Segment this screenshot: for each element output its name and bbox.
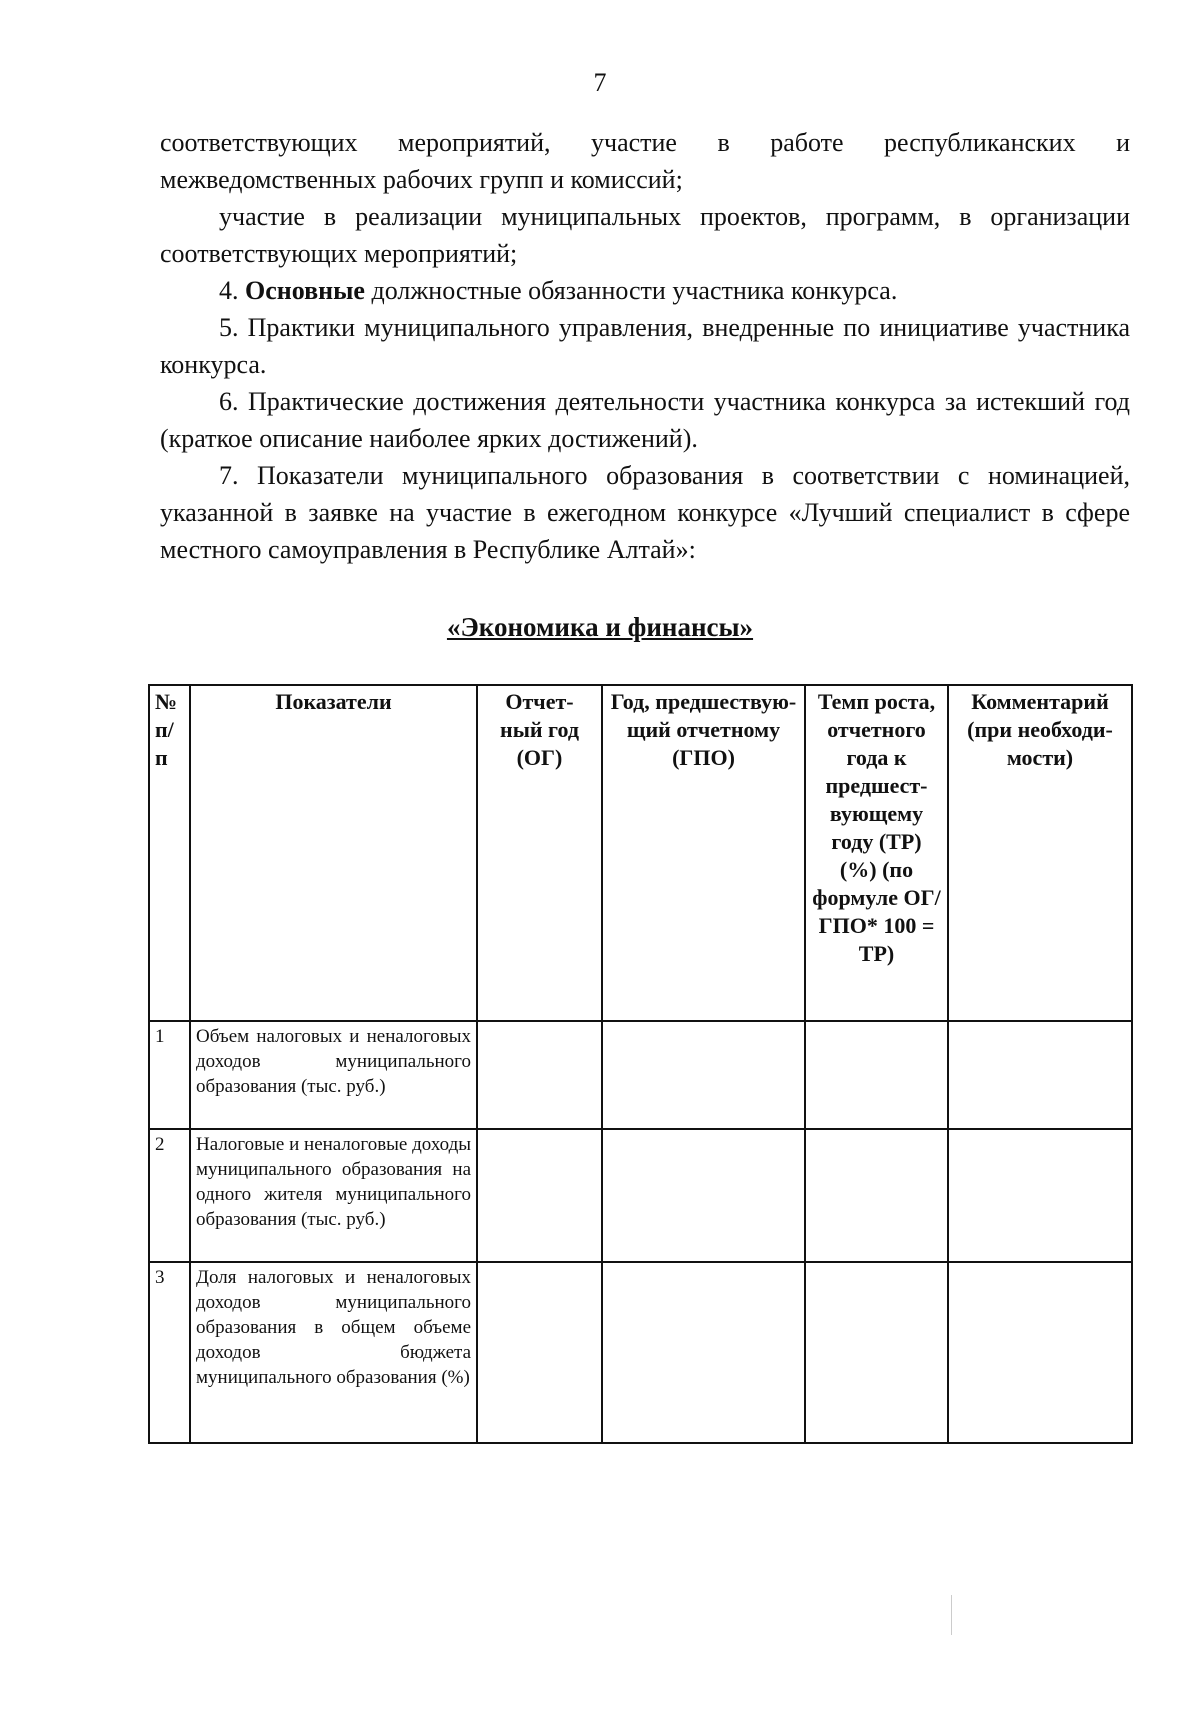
cell-growth-rate [805,1129,948,1262]
row-number: 1 [149,1021,190,1129]
paragraph-participation: участие в реализации муниципальных проектов, программ, в организации соответствующих мероприятий; [160,202,1130,268]
paragraph-4-number: 4. [219,276,239,305]
header-reporting-year: Отчет- ный год (ОГ) [477,685,602,1021]
paragraph-6: 6. Практические достижения деятельности участника конкурса за истекший год (краткое описание наиболее ярких достижений). [160,387,1130,453]
header-previous-year: Год, предшествую- щий отчетному (ГПО) [602,685,805,1021]
header-comment: Комментарий (при необходи- мости) [948,685,1132,1021]
indicator-name: Налоговые и неналоговые доходы муниципального образования на одного жителя муниципального образования (тыс. руб.) [190,1129,477,1262]
table-header-row [149,685,1132,1021]
row-number: 2 [149,1129,190,1262]
cell-reporting-year [477,1262,602,1443]
table-row [149,1129,1132,1262]
paragraph-4-text: должностные обязанности участника конкурса. [371,276,898,305]
cell-growth-rate [805,1021,948,1129]
indicator-name: Объем налоговых и неналоговых доходов муниципального образования (тыс. руб.) [190,1021,477,1129]
cell-reporting-year [477,1129,602,1262]
paragraph-7: 7. Показатели муниципального образования в соответствии с номинацией, указанной в заявке на участие в ежегодном конкурсе «Лучший специалист в сфере местного самоуправления в Республике Алтай»: [160,461,1130,564]
paragraph-continuation: соответствующих мероприятий, участие в работе республиканских и межведомственных рабочих групп и комиссий; [160,128,1130,194]
header-number: № п/ п [149,685,190,1021]
scan-artifact [951,1595,952,1635]
cell-comment [948,1021,1132,1129]
row-number: 3 [149,1262,190,1443]
paragraph-4-bold: Основные [245,276,365,305]
section-title: «Экономика и финансы» [446,612,754,642]
header-indicators: Показатели [190,685,477,1021]
cell-comment [948,1129,1132,1262]
cell-growth-rate [805,1262,948,1443]
cell-previous-year [602,1021,805,1129]
paragraph-4 [160,272,1130,309]
document-body [160,124,1130,568]
table-row [149,1262,1132,1443]
cell-previous-year [602,1129,805,1262]
indicator-name: Доля налоговых и неналоговых доходов муниципального образования в общем объеме доходов бюджета муниципального образования (%) [190,1262,477,1443]
paragraph-5: 5. Практики муниципального управления, внедренные по инициативе участника конкурса. [160,313,1130,379]
table-row [149,1021,1132,1129]
cell-reporting-year [477,1021,602,1129]
cell-comment [948,1262,1132,1443]
header-growth-rate: Темп роста, отчетного года к предшест- вующему году (ТР) (%) (по формуле ОГ/ГПО* 100 = ТР) [805,685,948,1021]
indicators-table [148,684,1133,1444]
cell-previous-year [602,1262,805,1443]
page-number: 7 [593,68,607,97]
